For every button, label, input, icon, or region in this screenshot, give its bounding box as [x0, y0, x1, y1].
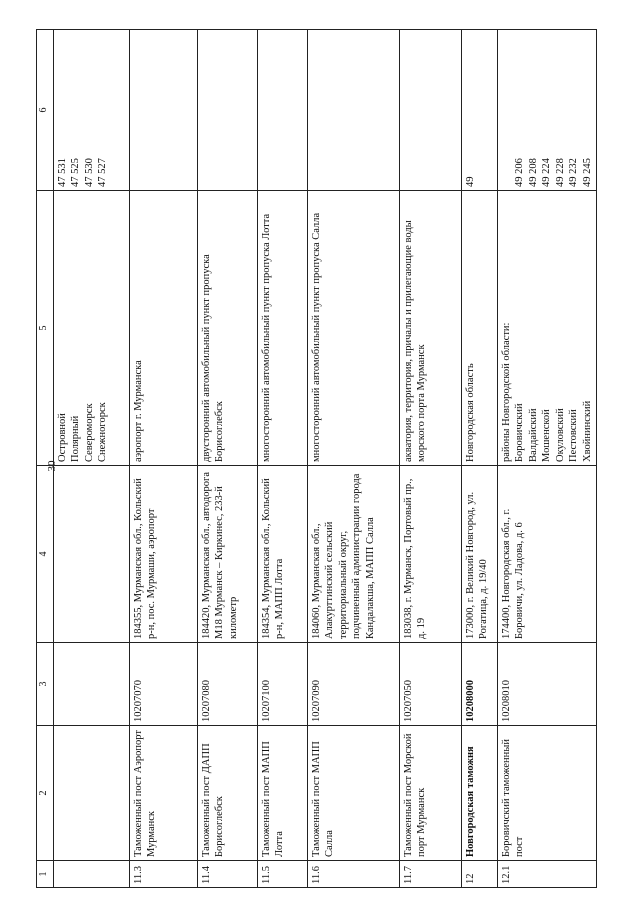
service-area-item: Новгородская область: [465, 363, 476, 462]
okato-code-item: 49 232: [568, 158, 580, 187]
table-row: [130, 30, 198, 888]
post-code: 10207080: [198, 643, 258, 726]
row-number: 12.1: [498, 861, 597, 888]
service-area: [498, 191, 597, 466]
okato-code-item: 49 228: [554, 158, 566, 187]
post-address: 183038, г. Мурманск, Портовый пр., д. 19: [400, 466, 462, 643]
okato-codes: [400, 30, 462, 191]
table-row: [198, 30, 258, 888]
service-area-item: аэропорт г. Мурманска: [133, 360, 144, 462]
service-area-item: акватория, территория, причалы и прилегающие воды морского порта Мурманск: [403, 220, 428, 462]
post-address: 184060, Мурманская обл., Алакурттинский сельский территориальный округ, подчиненный администрации города Кандалакша, МАПП Салла: [308, 466, 400, 643]
customs-posts-table: [36, 29, 597, 888]
okato-code-item: 49 208: [527, 158, 539, 187]
post-address: 184420, Мурманская обл., автодорога М18 Мурманск – Киркинес, 233-й километр: [198, 466, 258, 643]
post-address: 184354, Мурманская обл., Кольский р-н, МАПП Лотта: [258, 466, 308, 643]
table-header-row: [37, 30, 54, 888]
service-area-item: Островной: [57, 413, 68, 462]
okato-code-item: [500, 33, 513, 187]
post-code: 10207050: [400, 643, 462, 726]
service-area-item: Валдайский: [527, 408, 539, 462]
table-row: [308, 30, 400, 888]
service-area: [54, 191, 130, 466]
row-number: 11.6: [308, 861, 400, 888]
service-area-item: Пестовский: [568, 409, 580, 462]
okato-code-item: 49 245: [581, 158, 593, 187]
header-col-2: 2: [37, 726, 54, 861]
table-row: [400, 30, 462, 888]
post-name: Таможенный пост МАПП Салла: [308, 726, 400, 861]
service-area-item: многосторонний автомобильный пункт пропуска Лотта: [261, 213, 272, 462]
page-number: 30: [46, 460, 58, 472]
okato-code-item: 47 530: [83, 158, 95, 187]
okato-code-item: 47 531: [57, 158, 68, 187]
service-area-item: Полярный: [70, 415, 82, 462]
post-code: 10207100: [258, 643, 308, 726]
row-number: 12: [462, 861, 498, 888]
post-name: Таможенный пост Морской порт Мурманск: [400, 726, 462, 861]
service-area: [308, 191, 400, 466]
post-address: 173000, г. Великий Новгород, ул. Рогатица, д. 19/40: [462, 466, 498, 643]
post-name: Таможенный пост МАПП Лотта: [258, 726, 308, 861]
post-name: Новгородская таможня: [462, 726, 498, 861]
service-area-item: Мошенской: [541, 409, 553, 462]
okato-code-item: 47 525: [70, 158, 82, 187]
okato-codes: [498, 30, 597, 191]
table-row: [498, 30, 597, 888]
row-number: 11.3: [130, 861, 198, 888]
service-area-item: Снежногорск: [97, 402, 109, 462]
service-area-item: Североморск: [83, 403, 95, 462]
post-address: 174400, Новгородская обл., г. Боровичи, ул. Ладова, д. 6: [498, 466, 597, 643]
post-name: Боровичский таможенный пост: [498, 726, 597, 861]
post-code: 10207090: [308, 643, 400, 726]
okato-codes: [198, 30, 258, 191]
row-number: 11.7: [400, 861, 462, 888]
header-col-6: 6: [37, 30, 54, 191]
service-area: [258, 191, 308, 466]
post-code: 10208000: [462, 643, 498, 726]
service-area-item: многосторонний автомобильный пункт пропуска Салла: [311, 212, 322, 462]
service-area: [400, 191, 462, 466]
row-number: 11.5: [258, 861, 308, 888]
table-row: [258, 30, 308, 888]
service-area-item: Боровичский: [514, 403, 526, 462]
header-col-3: 3: [37, 643, 54, 726]
okato-code-item: 49 224: [541, 158, 553, 187]
table-row: [54, 30, 130, 888]
header-col-5: 5: [37, 191, 54, 466]
post-code: 10208010: [498, 643, 597, 726]
post-code: 10207070: [130, 643, 198, 726]
service-area-item: двусторонний автомобильный пункт пропуска Борисоглебск: [201, 254, 226, 462]
service-area: [462, 191, 498, 466]
okato-codes: [54, 30, 130, 191]
post-name: Таможенный пост Аэропорт Мурманск: [130, 726, 198, 861]
service-area-item: Хвойнинский: [581, 400, 593, 462]
table-row: [462, 30, 498, 888]
okato-codes: [308, 30, 400, 191]
row-number: 11.4: [198, 861, 258, 888]
post-address: 184355, Мурманская обл., Кольский р-н, пос. Мурмаши, аэропорт: [130, 466, 198, 643]
service-area: [198, 191, 258, 466]
okato-codes: [130, 30, 198, 191]
row-number: [54, 861, 130, 888]
okato-code-item: 47 527: [97, 158, 109, 187]
post-address: [54, 466, 130, 643]
okato-code-item: 49 206: [514, 158, 526, 187]
post-code: [54, 643, 130, 726]
post-name: Таможенный пост ДАПП Борисоглебск: [198, 726, 258, 861]
okato-codes: [462, 30, 498, 191]
post-name: [54, 726, 130, 861]
header-col-4: 4: [37, 466, 54, 643]
okato-codes: [258, 30, 308, 191]
document-table-rotated: [36, 60, 593, 888]
service-area-item: Окуловский: [554, 408, 566, 462]
service-area: [130, 191, 198, 466]
service-area-item: районы Новгородской области:: [501, 322, 512, 462]
okato-code-item: 49: [465, 176, 476, 187]
header-col-1: 1: [37, 861, 54, 888]
